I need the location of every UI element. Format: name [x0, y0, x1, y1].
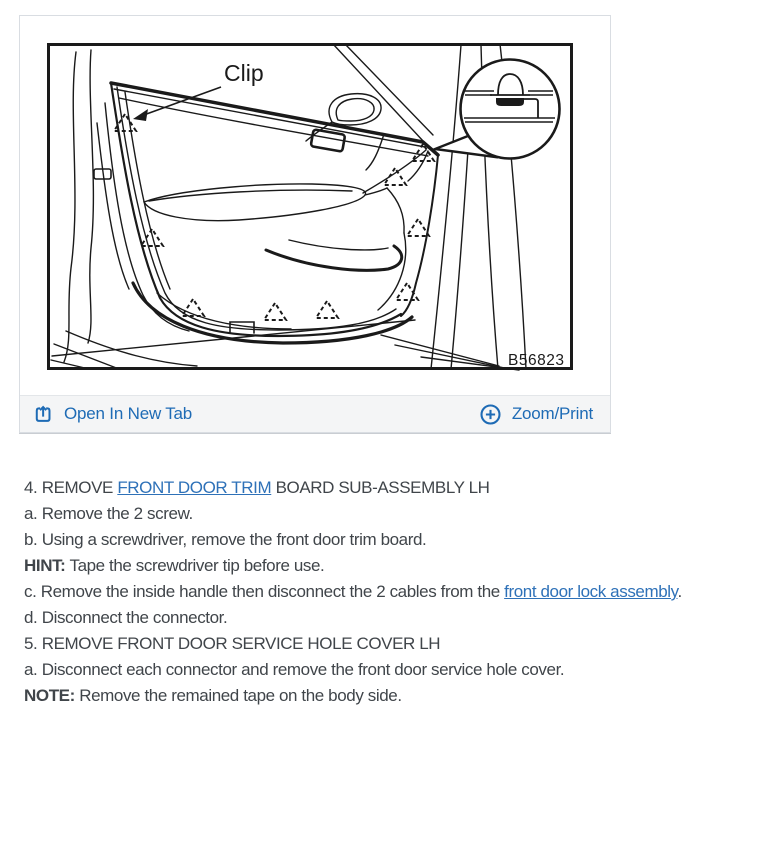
front-door-trim-link[interactable]: FRONT DOOR TRIM: [117, 478, 272, 497]
hint-text: Tape the screwdriver tip before use.: [65, 556, 325, 575]
zoom-print-icon: [479, 403, 502, 426]
step4-title: [24, 475, 759, 501]
step4-item-d: d. Disconnect the connector.: [24, 608, 228, 627]
door-trim-diagram: [47, 43, 574, 372]
note-text: Remove the remained tape on the body side.: [74, 686, 402, 705]
figure-card: [19, 15, 611, 433]
step5-item-a: a. Disconnect each connector and remove the front door service hole cover.: [24, 660, 565, 679]
door-line-art: [51, 44, 526, 370]
hint-label: HINT:: [24, 556, 66, 575]
leader-arrowhead: [133, 109, 148, 121]
figure-image-area: [20, 16, 610, 395]
open-in-new-tab-label: Open In New Tab: [64, 404, 193, 423]
instructions: [24, 475, 759, 709]
zoom-print-label: Zoom/Print: [511, 404, 593, 423]
step4-item-c: [24, 579, 759, 605]
step4-item-c-pre: c. Remove the inside handle then disconnect the 2 cables from the: [24, 582, 505, 601]
step4-hint: [24, 553, 759, 579]
front-door-lock-assembly-link[interactable]: front door lock assembly: [504, 582, 678, 601]
step5-title: 5. REMOVE FRONT DOOR SERVICE HOLE COVER LH: [24, 634, 441, 653]
step4-item-c-post: .: [677, 582, 682, 601]
clip-base: [496, 98, 524, 106]
step4-title-pre: 4. REMOVE: [24, 478, 118, 497]
open-in-new-tab-icon: [33, 404, 54, 425]
note-label: NOTE:: [24, 686, 75, 705]
step4-item-b: b. Using a screwdriver, remove the front door trim board.: [24, 530, 427, 549]
step4-title-post: BOARD SUB-ASSEMBLY LH: [271, 478, 490, 497]
clip-detail-inset: [435, 60, 560, 159]
open-in-new-tab-link[interactable]: [33, 404, 192, 425]
figure-toolbar: [20, 395, 610, 432]
step4-item-a: a. Remove the 2 screw.: [24, 504, 193, 523]
step5-note: [24, 683, 759, 709]
clip-label: Clip: [224, 60, 264, 86]
zoom-print-link[interactable]: [479, 403, 593, 426]
figure-code: B56823: [508, 352, 565, 369]
